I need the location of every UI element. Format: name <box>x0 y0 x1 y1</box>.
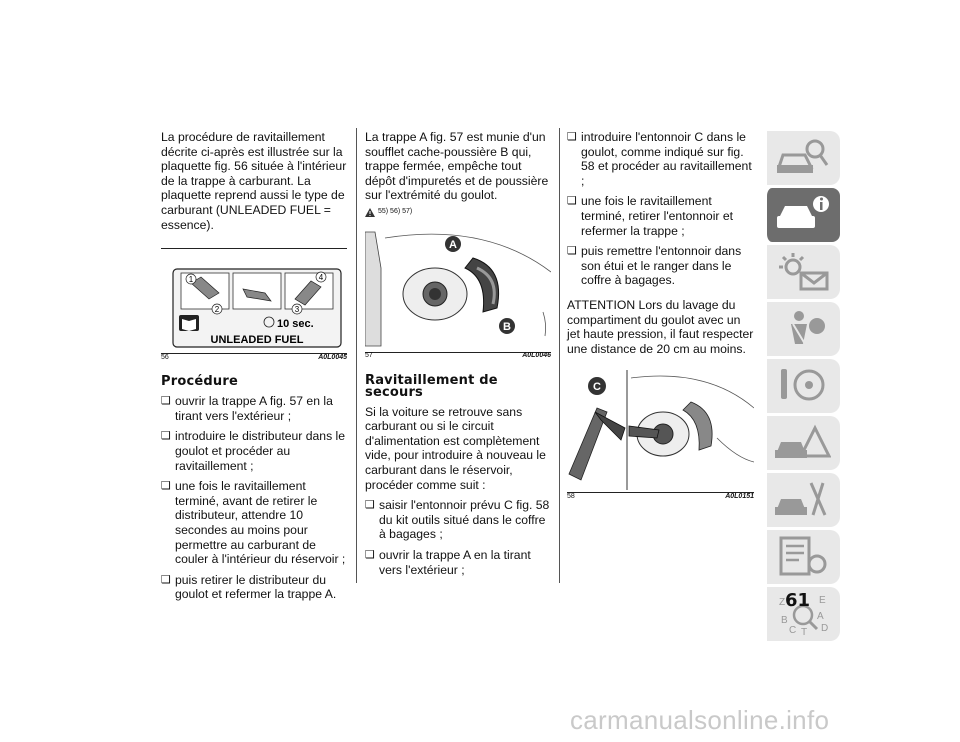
funnel-list <box>567 130 754 288</box>
watermark: carmanualsonline.info <box>570 705 830 735</box>
intro-paragraph: La procédure de ravitaillement décrite ci-après est illustrée sur la plaquette fig. 56 située à l'intérieur de la trappe à carburant. La plaquette reprend aussi le type de carburant (UNLEADED FUEL = essence). <box>161 130 347 232</box>
index-letter: D <box>821 623 829 634</box>
index-letter: E <box>819 595 826 606</box>
warning-refs <box>365 205 551 220</box>
car-info-icon <box>775 194 831 236</box>
list-item: ❑ saisir l'entonnoir prévu C fig. 58 du kit outils situé dans le coffre à bagages ; <box>365 498 551 542</box>
section-heading-emergency-refuel: Ravitaillement de secours <box>365 372 498 400</box>
label-b: B <box>503 320 511 333</box>
specifications-icon <box>775 536 831 578</box>
list-item: ❑ introduire l'entonnoir C dans le goulot, comme indiqué sur fig. 58 et procéder au ravitaillement ; <box>567 130 754 188</box>
figure-caption <box>365 349 551 364</box>
car-warning-icon <box>775 422 831 464</box>
tab-driving[interactable] <box>764 359 840 413</box>
warning-lights-icon <box>775 251 831 293</box>
figure-57 <box>365 228 551 359</box>
body-paragraph: Si la voiture se retrouve sans carburant ou si le circuit d'alimentation est complètement vide, pour introduire à nouveau le carburant dans le réservoir, procéder comme suit : <box>365 404 546 492</box>
tab-specifications[interactable] <box>764 530 840 584</box>
car-tools-icon <box>775 479 831 521</box>
list-item: ❑ une fois le ravitaillement terminé, retirer l'entonnoir et refermer la trappe ; <box>567 194 754 238</box>
tab-car-search[interactable] <box>764 131 840 185</box>
step-1-label: 1 <box>188 275 194 285</box>
index-letter: A <box>817 611 824 622</box>
figure-number: 58 <box>567 492 575 500</box>
figure-caption <box>567 490 754 505</box>
step-2-label: 2 <box>214 305 220 315</box>
column-2 <box>365 130 551 583</box>
list-item: ❑ introduire le distributeur dans le goulot et procéder au ravitaillement ; <box>161 429 347 473</box>
figure-58 <box>567 368 754 500</box>
tab-warning-lights[interactable] <box>764 245 840 299</box>
figure-number: 57 <box>365 351 373 359</box>
figure-caption <box>161 351 347 366</box>
warning-icon <box>365 208 375 217</box>
list-item: ❑ ouvrir la trappe A en la tirant vers l'extérieur ; <box>365 548 551 577</box>
tab-maintenance[interactable] <box>764 473 840 527</box>
intro-paragraph: La trappe A fig. 57 est munie d'un soufflet cache-poussière B qui, trappe fermée, empêche tout dépôt d'impuretés et de poussière sur l'extrémité du goulot. <box>365 130 549 203</box>
warning-refs-text: 55) 56) 57) <box>378 207 413 215</box>
column-3 <box>567 130 754 500</box>
tab-emergency[interactable] <box>764 416 840 470</box>
steering-key-icon <box>775 365 831 407</box>
figure-code: A0L0046 <box>522 351 551 359</box>
column-1 <box>161 130 347 608</box>
index-letter: T <box>801 627 808 635</box>
index-letter: B <box>781 615 788 626</box>
page-number: 61 <box>785 590 811 611</box>
list-item: ❑ puis retirer le distributeur du goulot et refermer la trappe A. <box>161 573 347 602</box>
procedure-list <box>161 394 347 602</box>
index-letter: C <box>789 625 797 635</box>
list-item: ❑ ouvrir la trappe A fig. 57 en la tirant vers l'extérieur ; <box>161 394 347 423</box>
timer-text: 10 sec. <box>277 318 314 331</box>
step-4-label: 4 <box>318 273 324 283</box>
column-divider <box>356 128 357 583</box>
funnel-illustration <box>567 368 754 492</box>
list-item: ❑ puis remettre l'entonnoir dans son étui et le ranger dans le coffre à bagages. <box>567 244 754 288</box>
emergency-list <box>365 498 551 577</box>
fuel-flap-illustration <box>365 228 551 352</box>
figure-number: 56 <box>161 353 169 361</box>
label-a: A <box>449 238 457 251</box>
chapter-tabs <box>764 131 840 644</box>
section-heading-procedure: Procédure <box>161 374 238 390</box>
figure-56 <box>161 248 347 361</box>
figure-code: A0L0151 <box>725 492 754 500</box>
fuel-plate-illustration <box>161 249 347 353</box>
safety-airbag-icon <box>775 308 831 350</box>
step-3-label: 3 <box>294 305 300 315</box>
list-item: ❑ une fois le ravitaillement terminé, avant de retirer le distributeur, attendre 10 secondes au moins pour permettre au carburant de couler à l'intérieur du réservoir ; <box>161 479 347 567</box>
tab-car-info[interactable] <box>764 188 840 242</box>
index-letter: Z <box>779 597 786 608</box>
car-search-icon <box>775 137 831 179</box>
plate-text: UNLEADED FUEL <box>210 334 304 347</box>
figure-code: A0L0045 <box>318 353 347 361</box>
tab-safety[interactable] <box>764 302 840 356</box>
label-c: C <box>593 381 601 394</box>
column-divider <box>559 128 560 583</box>
attention-paragraph: ATTENTION Lors du lavage du compartiment du goulot avec un jet haute pression, il faut respecter une distance de 20 cm au moins. <box>567 297 754 356</box>
